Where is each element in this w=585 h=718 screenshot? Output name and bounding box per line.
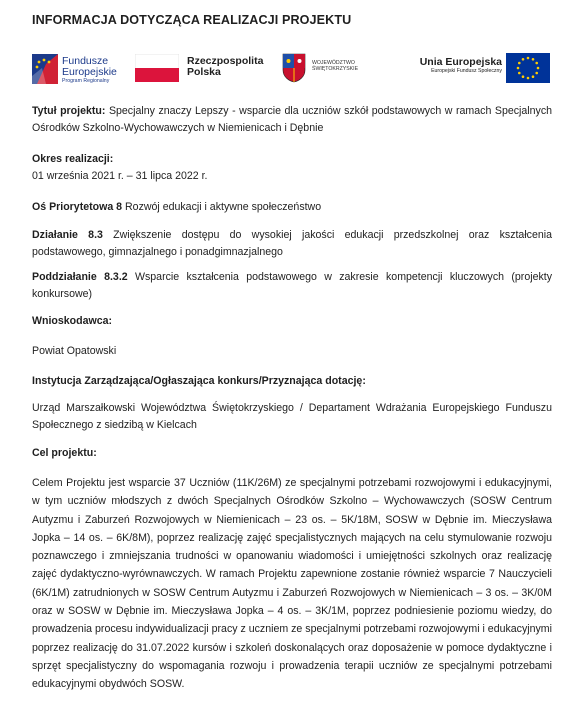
logo-strip bbox=[32, 45, 552, 91]
ue-line1: Unia Europejska bbox=[419, 56, 502, 68]
eu-flag-icon bbox=[506, 53, 550, 83]
project-title-label: Tytuł projektu: bbox=[32, 105, 106, 117]
applicant-label: Wnioskodawca: bbox=[32, 315, 113, 327]
ws-line2: ŚWIĘTOKRZYSKIE bbox=[312, 66, 359, 72]
measure-text: Zwiększenie dostępu do wysokiej jakości edukacji przedszkolnej oraz kształcenia podstawowego, gimnazjalnego i ponadgimnazjalnego bbox=[32, 229, 553, 258]
institution-label: Instytucja Zarządzająca/Ogłaszająca konkurs/Przyznająca dotację: bbox=[32, 375, 366, 387]
coat-of-arms-icon bbox=[282, 53, 306, 83]
axis-paragraph bbox=[32, 199, 552, 216]
axis-text: Rozwój edukacji i aktywne społeczeństwo bbox=[122, 201, 322, 213]
rzeczpospolita-polska-logo bbox=[135, 45, 275, 91]
unia-europejska-logo bbox=[396, 45, 552, 91]
applicant-label-line bbox=[32, 313, 552, 330]
project-title-text: Specjalny znaczy Lepszy - wsparcie dla uczniów szkół podstawowych w ramach Specjalnych Ośrodków Szkolno-Wychowawczych w Niemienicach i Dębnie bbox=[32, 105, 553, 134]
goal-text: Celem Projektu jest wsparcie 37 Uczniów (11K/26M) ze specjalnymi potrzebami rozwojowymi i edukacyjnymi, w tym uczniów młodszych z dwóch Specjalnych Ośrodków Szkolno – Wychowawczych (SOSW Centrum Autyzmu i Zaburzeń Rozwojowych w Niemienicach – 23 os. – 5K/18M, SOSW w Dębnie im. Mieczysława Jopka – 14 os. – 6K/8M), poprzez realizację zajęć specjalistycznych mających na celu stymulowanie rozwoju poznawczego i zmniejszania trudności w opanowaniu wiadomości i umiejętności szkolnych oraz realizację zajęć dydaktyczno-wyrównawczych. W ramach Projektu zapewnione zostanie również wsparcie 7 Nauczycieli (6K/1M) zatrudnionych w SOSW Centrum Autyzmu i Zaburzeń Rozwojowych w Niemienicach – 3 os. – 3K/0M oraz w SOSW w Dębnie im. Mieczysława Jopka – 4 os. – 3K/1M, poprzez podniesienie poziomu wiedzy, do prowadzenia procesu indywidualizacji pracy z uczniem ze specjalnymi potrzebami rozwojowymi i edukacyjnymi poprzez realizację do 31.07.2022 kursów i szkoleń doskonalących oraz doposażenie w pomoce dydaktyczne i sprzęt specjalistyczny do wspomagania rozwoju i prowadzenia terapii uczniów ze specjalnymi potrzebami edukacyjnymi obydwóch SOSW. bbox=[32, 477, 552, 691]
period-label: Okres realizacji: bbox=[32, 153, 114, 165]
polish-flag-icon bbox=[135, 54, 179, 82]
ue-line2: Europejski Fundusz Społeczny bbox=[431, 68, 502, 74]
goal-label: Cel projektu: bbox=[32, 447, 97, 459]
measure-paragraph bbox=[32, 227, 552, 260]
fe-stars-icon bbox=[32, 54, 58, 84]
submeasure-paragraph bbox=[32, 269, 552, 302]
applicant-value: Powiat Opatowski bbox=[32, 345, 117, 357]
project-title-paragraph bbox=[32, 103, 552, 136]
document-title: INFORMACJA DOTYCZĄCA REALIZACJI PROJEKTU bbox=[32, 13, 352, 27]
fe-line1: Fundusze bbox=[62, 55, 109, 67]
rp-line1: Rzeczpospolita bbox=[187, 55, 264, 67]
institution-value: Urząd Marszałkowski Województwa Świętokrzyskiego / Departament Wdrażania Europejskiego Funduszu Społecznego z siedzibą w Kielcach bbox=[32, 402, 552, 431]
goal-label-line bbox=[32, 445, 552, 462]
submeasure-text: Wsparcie kształcenia podstawowego w zakresie kompetencji kluczowych (projekty konkursowe) bbox=[32, 271, 552, 300]
institution-label-line bbox=[32, 373, 552, 390]
period-value: 01 września 2021 r. – 31 lipca 2022 r. bbox=[32, 169, 208, 182]
period-section bbox=[32, 151, 552, 184]
axis-label: Oś Priorytetowa 8 bbox=[32, 201, 123, 213]
measure-label: Działanie 8.3 bbox=[32, 229, 103, 241]
wojewodztwo-swietokrzyskie-logo bbox=[282, 45, 382, 91]
fe-line3: Program Regionalny bbox=[62, 78, 110, 84]
submeasure-label: Poddziałanie 8.3.2 bbox=[32, 271, 128, 283]
rp-line2: Polska bbox=[187, 66, 221, 78]
fundusze-europejskie-logo bbox=[32, 45, 132, 91]
ws-line1: WOJEWÓDZTWO bbox=[312, 60, 355, 66]
fe-line2: Europejskie bbox=[62, 66, 117, 78]
